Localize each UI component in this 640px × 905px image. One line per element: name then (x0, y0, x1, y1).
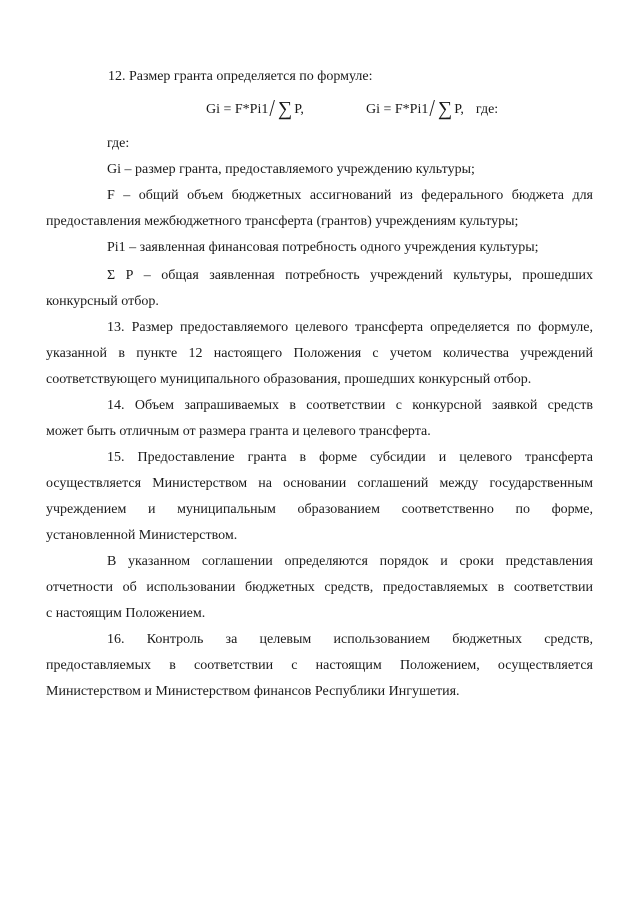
formula-2-sum: ∑ (437, 98, 453, 120)
p15-line4: установленной Министерством. (46, 528, 238, 543)
formula-1-fraction-slash: / (269, 95, 275, 123)
def-pi1: Pi1 – заявленная финансовая потребность одного учреждения культуры; (107, 240, 539, 255)
gde-label: где: (107, 136, 130, 151)
formula-2-lhs: Gi = F*Pi1 (366, 101, 429, 117)
formula-2-rhs: P, (454, 101, 464, 117)
p15-line1: 15. Предоставление гранта в форме субсидии и целевого трансферта (107, 450, 593, 465)
p14-line1: 14. Объем запрашиваемых в соответствии с конкурсной заявкой средств (107, 398, 593, 413)
p13-line1: 13. Размер предоставляемого целевого трансферта определяется по формуле, (107, 320, 593, 335)
def-f-line1: F – общий объем бюджетных ассигнований из федерального бюджета для (107, 188, 593, 203)
formula-1 (206, 95, 304, 123)
p16-line1: 16. Контроль за целевым использованием бюджетных средств, (107, 632, 593, 647)
formula-1-sum: ∑ (277, 98, 293, 120)
def-sum-line1: Σ Р – общая заявленная потребность учреждений культуры, прошедших (107, 268, 593, 283)
formula-1-rhs: P, (294, 101, 304, 117)
p15-line3: учреждением и муниципальным образованием соответственно по форме, (46, 502, 593, 517)
formula-row (0, 95, 640, 128)
p13-line3: соответствующего муниципального образования, прошедших конкурсный отбор. (46, 372, 532, 387)
agreement-line3: с настоящим Положением. (46, 606, 206, 621)
agreement-line1: В указанном соглашении определяются порядок и сроки представления (107, 554, 593, 569)
agreement-line2: отчетности об использовании бюджетных средств, предоставляемых в соответствии (46, 580, 593, 595)
def-gi: Gi – размер гранта, предоставляемого учреждению культуры; (107, 162, 475, 177)
formula-1-lhs: Gi = F*Pi1 (206, 101, 269, 117)
def-f-line2: предоставления межбюджетного трансферта (грантов) учреждениям культуры; (46, 214, 519, 229)
formula-2-fraction-slash: / (429, 95, 435, 123)
formula-2 (366, 95, 499, 123)
p13-line2: указанной в пункте 12 настоящего Положения с учетом количества учреждений (46, 346, 593, 361)
p16-line3: Министерством и Министерством финансов Республики Ингушетия. (46, 684, 460, 699)
def-sum-line2: конкурсный отбор. (46, 294, 159, 309)
p14-line2: может быть отличным от размера гранта и целевого трансферта. (46, 424, 431, 439)
p12-heading: 12. Размер гранта определяется по формуле: (108, 69, 373, 84)
p16-line2: предоставляемых в соответствии с настоящим Положением, осуществляется (46, 658, 593, 673)
formula-2-suffix: где: (475, 101, 499, 117)
p15-line2: осуществляется Министерством на основании соглашений между государственным (46, 476, 593, 491)
